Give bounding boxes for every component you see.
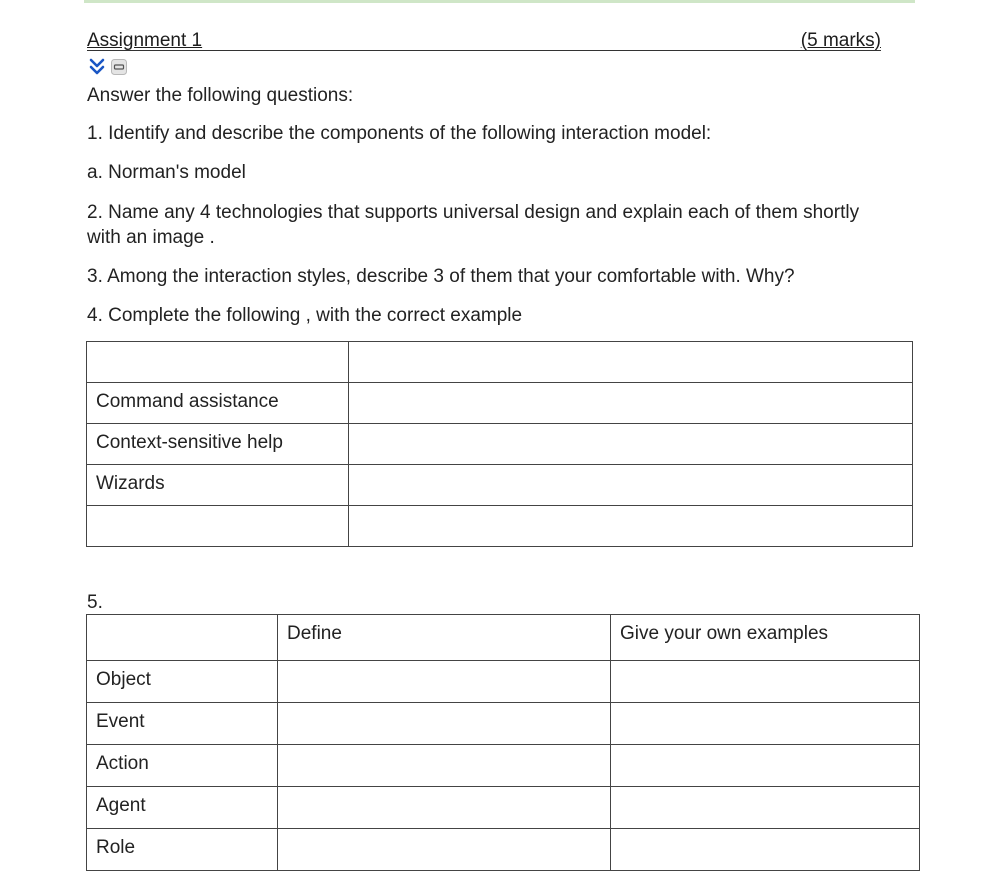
row-label-object: Object <box>96 669 151 690</box>
table-row <box>87 829 920 871</box>
question-4: 4. Complete the following , with the correct example <box>87 305 523 326</box>
table-cell <box>278 829 611 871</box>
concepts-table <box>86 614 920 871</box>
header-define: Define <box>287 623 342 644</box>
table-cell <box>611 829 920 871</box>
table-cell <box>349 424 913 465</box>
table-header-row <box>87 615 920 661</box>
table-cell <box>87 342 349 383</box>
table-cell <box>87 745 278 787</box>
row-label-command-assistance: Command assistance <box>96 391 279 412</box>
question-5-label: 5. <box>87 592 103 613</box>
table-cell <box>611 787 920 829</box>
table-cell <box>349 383 913 424</box>
table-row <box>87 342 913 383</box>
table-row <box>87 703 920 745</box>
row-label-event: Event <box>96 711 145 732</box>
table-cell <box>278 661 611 703</box>
row-label-agent: Agent <box>96 795 146 816</box>
table-cell <box>278 787 611 829</box>
table-cell <box>278 745 611 787</box>
top-border-line <box>84 0 915 3</box>
table-row <box>87 506 913 547</box>
table-cell <box>349 506 913 547</box>
question-1a: a. Norman's model <box>87 162 246 183</box>
table-cell <box>611 745 920 787</box>
assignment-header <box>87 30 881 51</box>
table-cell <box>87 787 278 829</box>
table-row <box>87 745 920 787</box>
table-cell <box>611 703 920 745</box>
table-cell <box>278 703 611 745</box>
table-header-cell <box>611 615 920 661</box>
table-row <box>87 424 913 465</box>
table-cell <box>87 424 349 465</box>
minus-box-icon[interactable] <box>111 59 127 75</box>
question-1: 1. Identify and describe the components of the following interaction model: <box>87 123 712 144</box>
table-row <box>87 465 913 506</box>
table-cell <box>349 342 913 383</box>
row-label-action: Action <box>96 753 149 774</box>
table-row <box>87 383 913 424</box>
table-cell <box>349 465 913 506</box>
assignment-title: Assignment 1 <box>87 30 203 51</box>
row-label-role: Role <box>96 837 136 858</box>
table-cell <box>87 506 349 547</box>
section-controls <box>89 56 127 78</box>
assignment-marks: (5 marks) <box>800 30 881 51</box>
intro-text: Answer the following questions: <box>87 85 354 106</box>
table-cell <box>87 703 278 745</box>
table-cell <box>87 661 278 703</box>
table-header-cell <box>278 615 611 661</box>
double-chevron-down-icon[interactable] <box>89 58 105 76</box>
help-types-table <box>86 341 913 547</box>
question-3: 3. Among the interaction styles, describe 3 of them that your comfortable with. Why? <box>87 266 795 287</box>
row-label-context-sensitive-help: Context-sensitive help <box>96 432 283 453</box>
table-cell <box>87 829 278 871</box>
header-examples: Give your own examples <box>620 623 829 644</box>
table-cell <box>611 661 920 703</box>
table-cell <box>87 383 349 424</box>
table-row <box>87 787 920 829</box>
question-2: 2. Name any 4 technologies that supports universal design and explain each of them shortly with an image . <box>87 202 860 248</box>
row-label-wizards: Wizards <box>96 473 165 494</box>
table-row <box>87 661 920 703</box>
table-header-cell <box>87 615 278 661</box>
table-cell <box>87 465 349 506</box>
